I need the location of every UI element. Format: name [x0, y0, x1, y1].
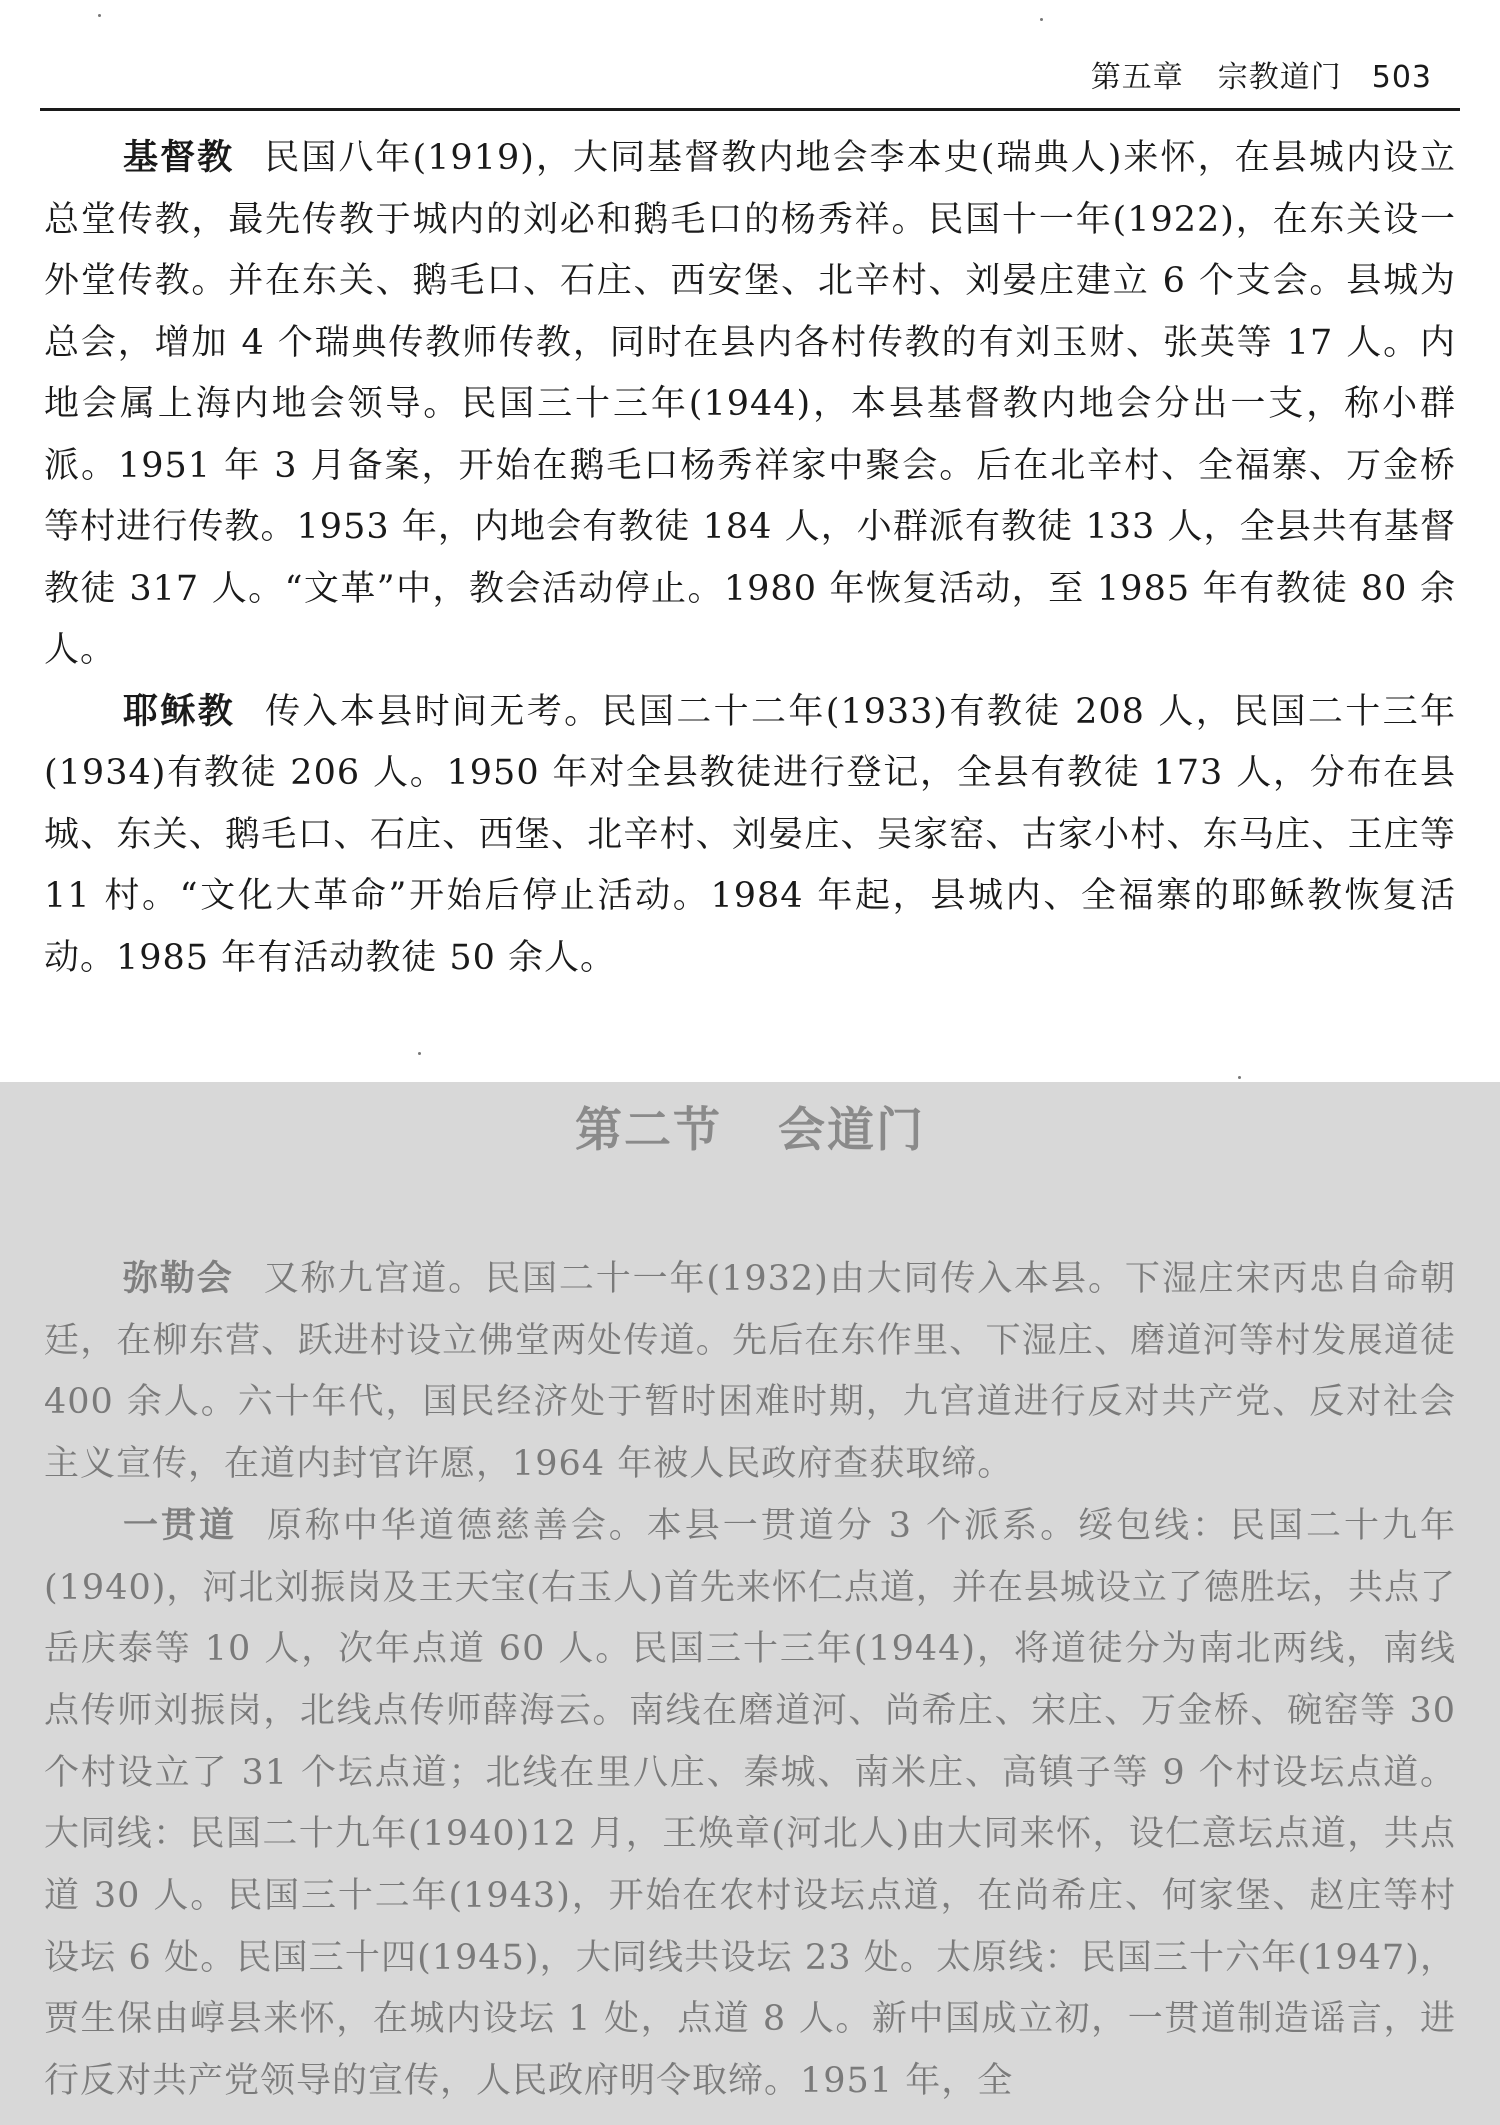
running-header — [40, 48, 1460, 111]
scan-speck — [1238, 1076, 1241, 1079]
scan-speck — [1040, 18, 1043, 21]
term-heading: 耶稣教 — [123, 691, 236, 732]
header-text — [1091, 52, 1432, 96]
section-heading — [0, 1093, 1500, 1160]
paragraph-yiguandao — [44, 1496, 1456, 2113]
section-number: 第二节 — [575, 1103, 722, 1158]
paragraph-text: 又称九宫道。民国二十一年(1932)由大同传入本县。下湿庄宋丙忠自命朝廷，在柳东营、跃进村设立佛堂两处传道。先后在东作里、下湿庄、磨道河等村发展道徒 400 余人。六十年代，国民经济处于暂时困难时期，九宫道进行反对共产党、反对社会主义宣传，在道内封官许愿，1964 年被人民政府查获取缔。 — [44, 1259, 1456, 1485]
paragraph-text: 传入本县时间无考。民国二十二年(1933)有教徒 208 人，民国二十三年(1934)有教徒 206 人。1950 年对全县教徒进行登记，全县有教徒 173 人，分布在县城、东关、鹅毛口、石庄、西堡、北辛村、刘晏庄、吴家窑、古家小村、东马庄、王庄等 11 村。“文化大革命”开始后停止活动。1984 年起，县城内、全福寨的耶稣教恢复活动。1985 年有活动教徒 50 余人。 — [44, 691, 1456, 978]
section-title: 会道门 — [778, 1103, 925, 1158]
page-number: 503 — [1371, 60, 1432, 95]
term-heading: 基督教 — [123, 138, 235, 178]
scan-speck — [418, 1052, 421, 1055]
chapter-title: 宗教道门 — [1217, 60, 1342, 95]
paragraph-christianity — [44, 128, 1456, 682]
paragraph-jesus-church — [44, 682, 1456, 990]
top-section — [44, 128, 1456, 989]
term-heading: 弥勒会 — [123, 1259, 234, 1299]
chapter-label: 第五章 — [1090, 60, 1184, 95]
bottom-section — [44, 1249, 1456, 2113]
scan-speck — [98, 14, 101, 17]
paragraph-maitreya-society — [44, 1249, 1456, 1496]
paragraph-text: 民国八年(1919)，大同基督教内地会李本史(瑞典人)来怀，在县城内设立总堂传教，最先传教于城内的刘必和鹅毛口的杨秀祥。民国十一年(1922)，在东关设一外堂传教。并在东关、鹅毛口、石庄、西安堡、北辛村、刘晏庄建立 6 个支会。县城为总会，增加 4 个瑞典传教师传教，同时在县内各村传教的有刘玉财、张英等 17 人。内地会属上海内地会领导。民国三十三年(1944)，本县基督教内地会分出一支，称小群派。1951 年 3 月备案，开始在鹅毛口杨秀祥家中聚会。后在北辛村、全福寨、万金桥等村进行传教。1953 年，内地会有教徒 184 人，小群派有教徒 133 人，全县共有基督教徒 317 人。“文革”中，教会活动停止。1980 年恢复活动，至 1985 年有教徒 80 余人。 — [44, 138, 1456, 670]
paragraph-text: 原称中华道德慈善会。本县一贯道分 3 个派系。绥包线：民国二十九年(1940)，河北刘振岗及王天宝(右玉人)首先来怀仁点道，并在县城设立了德胜坛，共点了岳庆泰等 10 人，次年点道 60 人。民国三十三年(1944)，将道徒分为南北两线，南线点传师刘振岗，北线点传师薛海云。南线在磨道河、尚希庄、宋庄、万金桥、碗窑等 30 个村设立了 31 个坛点道；北线在里八庄、秦城、南米庄、高镇子等 9 个村设坛点道。大同线：民国二十九年(1940)12 月，王焕章(河北人)由大同来怀，设仁意坛点道，共点道 30 人。民国三十二年(1943)，开始在农村设坛点道，在尚希庄、何家堡、赵庄等村设坛 6 处。民国三十四(1945)，大同线共设坛 23 处。太原线：民国三十六年(1947)，贾生保由崞县来怀，在城内设坛 1 处，点道 8 人。新中国成立初，一贯道制造谣言，进行反对共产党领导的宣传，人民政府明令取缔。1951 年，全 — [44, 1505, 1456, 2102]
term-heading: 一贯道 — [123, 1505, 237, 1546]
